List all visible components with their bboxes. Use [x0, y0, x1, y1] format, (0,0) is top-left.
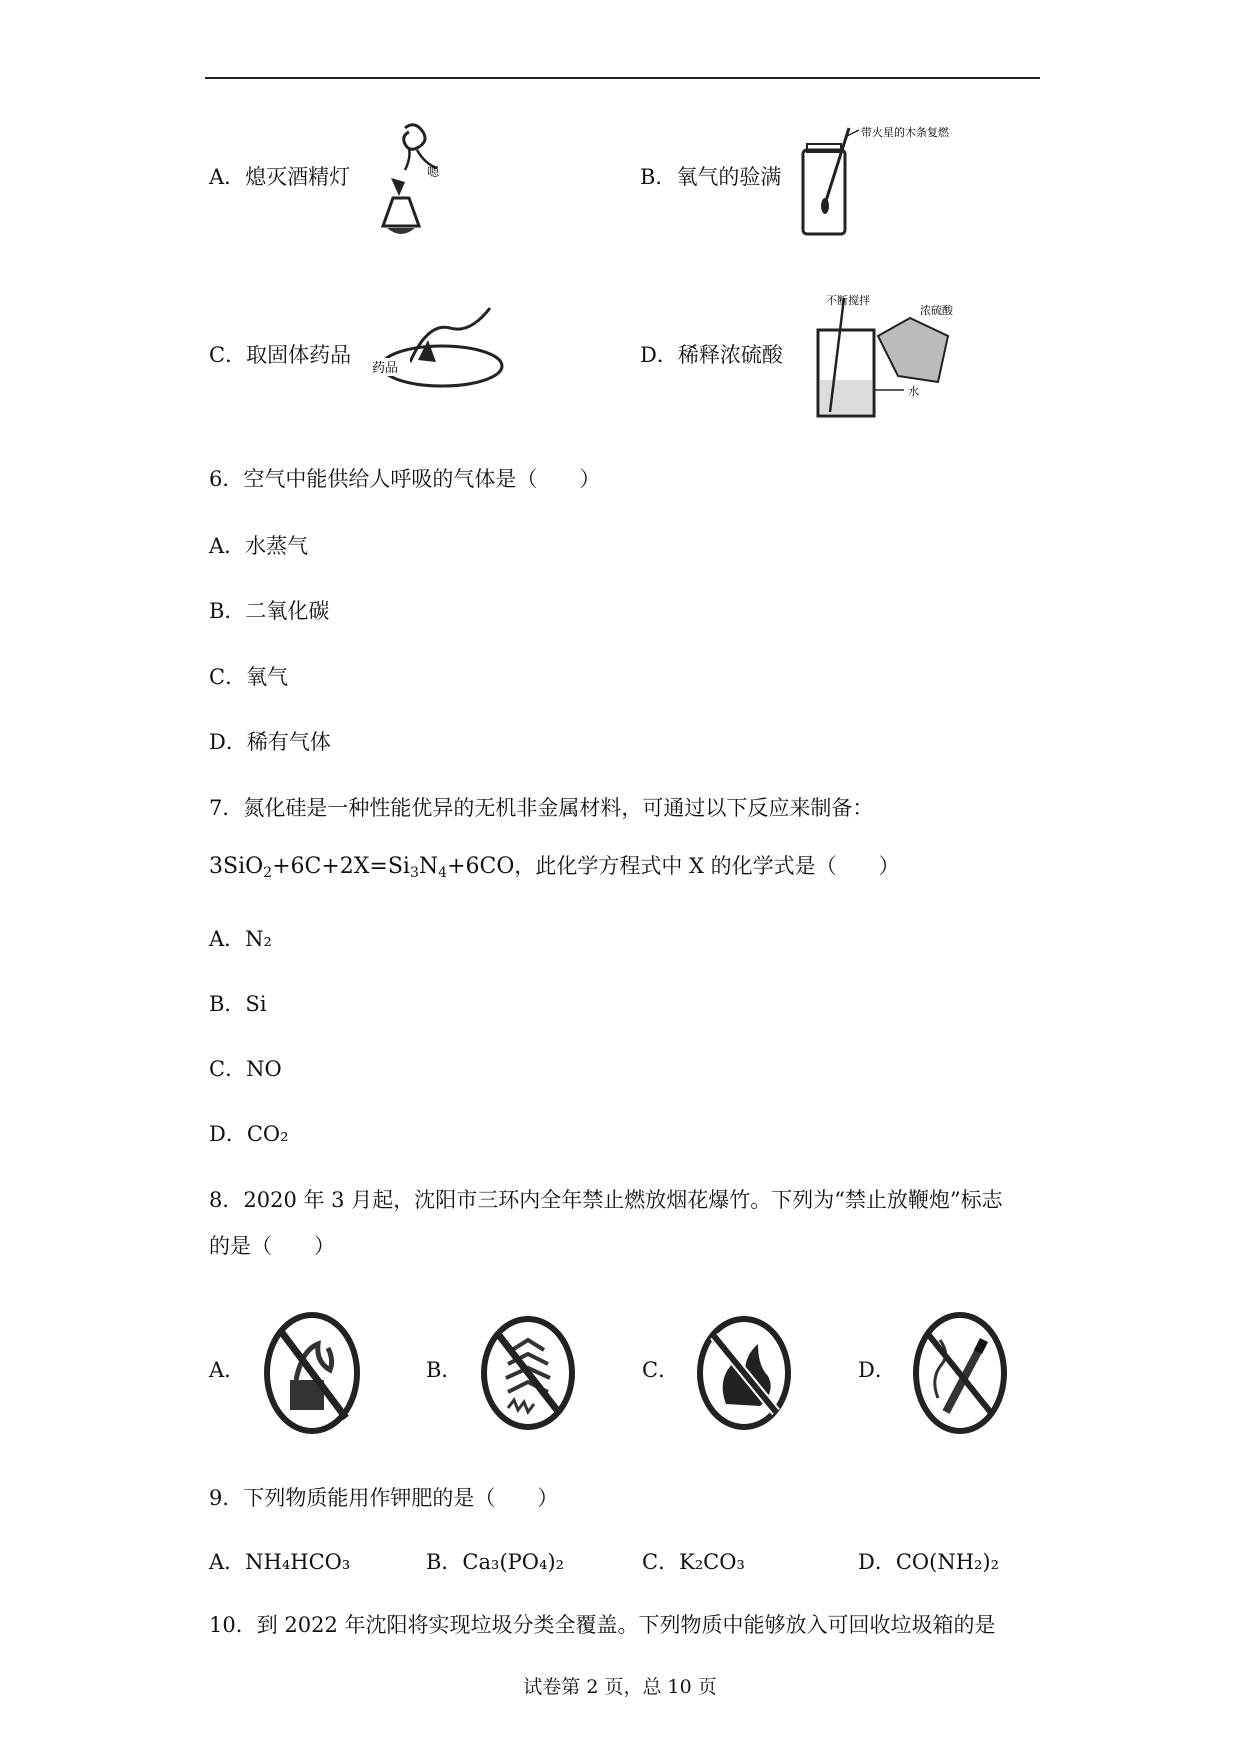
stirring-label: 不断搅拌 [826, 294, 870, 307]
q7-equation-line: $3SiO_2+6C+2X=Si_3N_4+6CO$，此化学方程式中 X 的化学式是（ ） [209, 854, 900, 881]
q8-option-a-label: A． [209, 1358, 246, 1382]
q9-option-c: C．K₂CO₃ [642, 1550, 745, 1574]
q8-option-d-label: D． [858, 1358, 896, 1382]
q5-option-d: D．稀释浓硫酸 [640, 343, 783, 367]
page-footer: 试卷第 2 页，总 10 页 [523, 1676, 717, 1698]
q7-stem: 7．氮化硅是一种性能优异的无机非金属材料，可通过以下反应来制备： [209, 796, 874, 820]
q9-option-a: A．NH₄HCO₃ [209, 1550, 351, 1574]
q7-option-a: A．N₂ [209, 927, 272, 951]
q5-option-c: C．取固体药品 [209, 343, 352, 367]
q9-stem: 9．下列物质能用作钾肥的是（ ） [209, 1486, 559, 1510]
q6-option-a: A．水蒸气 [209, 534, 309, 558]
take-solid-reagent-figure [370, 302, 510, 394]
dilute-sulfuric-acid-figure [808, 290, 968, 430]
q5-option-a: A．熄灭酒精灯 [209, 165, 351, 189]
q6-option-b: B．二氧化碳 [209, 599, 330, 623]
q10-stem: 10．到 2022 年沈阳将实现垃圾分类全覆盖。下列物质中能够放入可回收垃圾箱的是 [209, 1613, 996, 1637]
svg-text:嗯: 嗯 [427, 165, 440, 179]
alcohol-lamp-extinguish-figure [365, 118, 450, 246]
no-open-flame-sign-icon [694, 1312, 794, 1434]
header-rule [205, 77, 1040, 79]
q9-option-d: D．CO(NH₂)₂ [858, 1550, 1000, 1574]
q5-option-b: B．氧气的验满 [640, 165, 782, 189]
q6-option-c: C．氧气 [209, 665, 289, 689]
no-smoking-sign-icon [910, 1308, 1010, 1438]
q8-stem-line2: 的是（ ） [209, 1234, 335, 1258]
no-firecracker-sign-icon [478, 1312, 578, 1434]
q7-option-d: D．CO₂ [209, 1122, 289, 1146]
q7-option-b: B．Si [209, 992, 267, 1016]
no-fire-sign-icon [262, 1308, 362, 1438]
chemical-equation: $3SiO_2+6C+2X=Si_3N_4+6CO$ [209, 854, 515, 881]
q9-option-b: B．Ca₃(PO₄)₂ [426, 1550, 565, 1574]
q7-option-c: C．NO [209, 1057, 282, 1081]
oxygen-collection-test-figure [795, 120, 955, 240]
water-label: 水 [908, 385, 919, 398]
q8-option-c-label: C． [642, 1358, 680, 1382]
q8-stem-line1: 8．2020 年 3 月起，沈阳市三环内全年禁止燃放烟花爆竹。下列为“禁止放鞭炮”标志 [209, 1188, 1003, 1212]
sulfuric-acid-label: 浓硫酸 [920, 304, 953, 317]
reagent-label: 药品 [372, 361, 399, 376]
glowing-splint-label: 带火星的木条复燃 [861, 126, 949, 139]
q6-stem: 6．空气中能供给人呼吸的气体是（ ） [209, 467, 601, 491]
q6-option-d: D．稀有气体 [209, 730, 331, 754]
q8-option-b-label: B． [426, 1358, 463, 1382]
